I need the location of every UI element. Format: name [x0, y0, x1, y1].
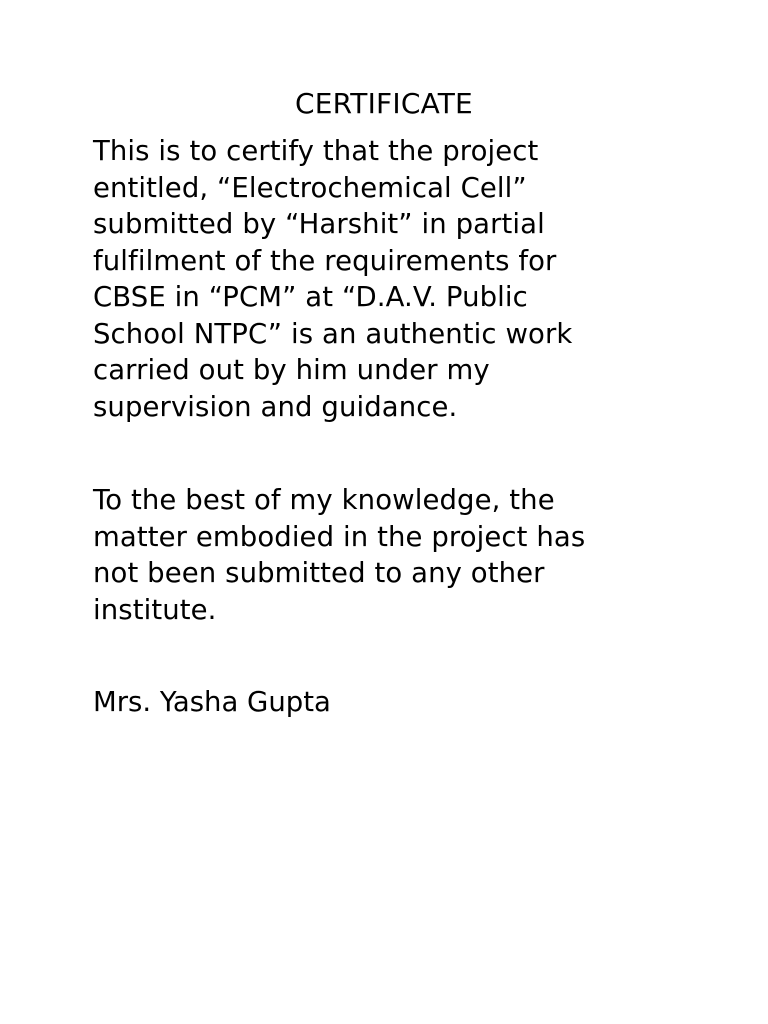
paragraph-line: supervision and guidance. [93, 390, 458, 423]
certificate-title: CERTIFICATE [295, 87, 473, 120]
paragraph-line: carried out by him under my [93, 354, 490, 386]
paragraph-line: fulfilment of the requirements for [93, 244, 557, 277]
paragraph-line: matter embodied in the project has [93, 520, 586, 553]
paragraph-line: institute. [93, 593, 217, 626]
paragraph-line: submitted by “Harshit” in partial [93, 208, 545, 240]
paragraph-line: CBSE in “PCM” at “D.A.V. Public [93, 281, 528, 313]
paragraph-line: entitled, “Electrochemical Cell” [93, 171, 527, 204]
paragraph-line: not been submitted to any other [93, 557, 545, 589]
signatory-name: Mrs. Yasha Gupta [93, 686, 331, 718]
paragraph-line: This is to certify that the project [93, 135, 539, 167]
originality-paragraph [93, 482, 663, 628]
certification-paragraph [93, 133, 663, 425]
paragraph-line: School NTPC” is an authentic work [93, 317, 573, 350]
paragraph-line: To the best of my knowledge, the [93, 484, 555, 516]
